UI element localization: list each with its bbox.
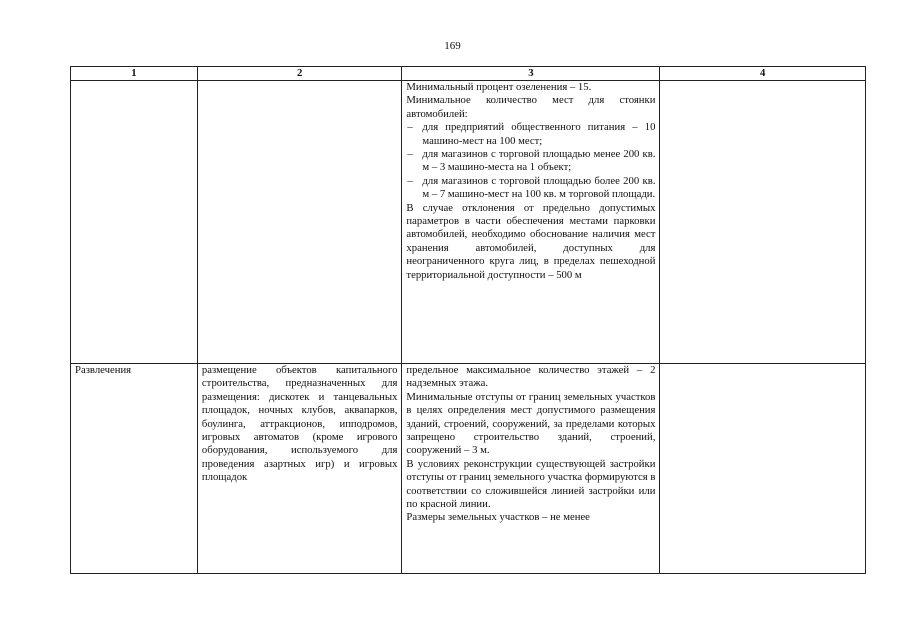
- row1-col3-cell: [402, 81, 660, 364]
- max-floors-text: предельное максимальное количество этажей – 2 надземных этажа.: [406, 364, 656, 390]
- parking-requirements-list: [406, 121, 655, 201]
- parking-min-intro: Минимальное количество мест для стоянки автомобилей:: [406, 94, 656, 120]
- column-header-4: 4: [660, 67, 866, 81]
- page-number: 169: [444, 40, 461, 52]
- plot-size-text: Размеры земельных участков – не менее: [406, 511, 590, 524]
- use-description-cell: размещение объектов капитального строительства, предназначенных для размещения: дискотек и танцевальных площадок, ночных клубов, аквапарков, боулинга, аттракционов, ипподромов, игровых автоматов (кроме игрового оборудования, используемого для проведения азартных игр) и игровых площадок: [197, 364, 402, 574]
- reconstruction-text: В условиях реконструкции существующей застройки отступы от границ земельного участка формируются в соответствии со сложившейся линией застройки или по красной линии.: [406, 457, 656, 511]
- column-header-1: 1: [71, 67, 198, 81]
- column-header-2: 2: [197, 67, 402, 81]
- list-item: – для магазинов с торговой площадью более 200 кв. м – 7 машино-мест на 100 кв. м торговой площади.: [406, 175, 655, 202]
- table-row: [71, 81, 866, 364]
- list-item: – для магазинов с торговой площадью менее 200 кв. м – 3 машино-места на 1 объект;: [406, 148, 655, 175]
- row1-col2-cell: [197, 81, 402, 364]
- row2-col4-cell: [660, 364, 866, 574]
- column-header-3: 3: [402, 67, 660, 81]
- table-row: [71, 364, 866, 574]
- parking-deviation-text: В случае отклонения от предельно допустимых параметров в части обеспечения местами парковки автомобилей, необходимо обоснование наличия мест хранения автомобилей, доступных для неограниченного круга лиц, в пределах пешеходной территориальной доступности – 500 м: [406, 201, 656, 281]
- use-type-cell: Развлечения: [71, 364, 198, 574]
- min-setbacks-text: Минимальные отступы от границ земельных участков в целях определения мест допустимого размещения зданий, строений, сооружений, за пределами которых запрещено строительство зданий, строений, сооружений – 3 м.: [406, 390, 656, 457]
- regulations-table: [70, 66, 866, 574]
- row2-col3-cell: [402, 364, 660, 574]
- row1-col4-cell: [660, 81, 866, 364]
- row1-col1-cell: [71, 81, 198, 364]
- list-item: – для предприятий общественного питания – 10 машино-мест на 100 мест;: [406, 121, 655, 148]
- greening-percent-text: Минимальный процент озеленения – 15.: [406, 81, 592, 93]
- table-header-row: [71, 67, 866, 81]
